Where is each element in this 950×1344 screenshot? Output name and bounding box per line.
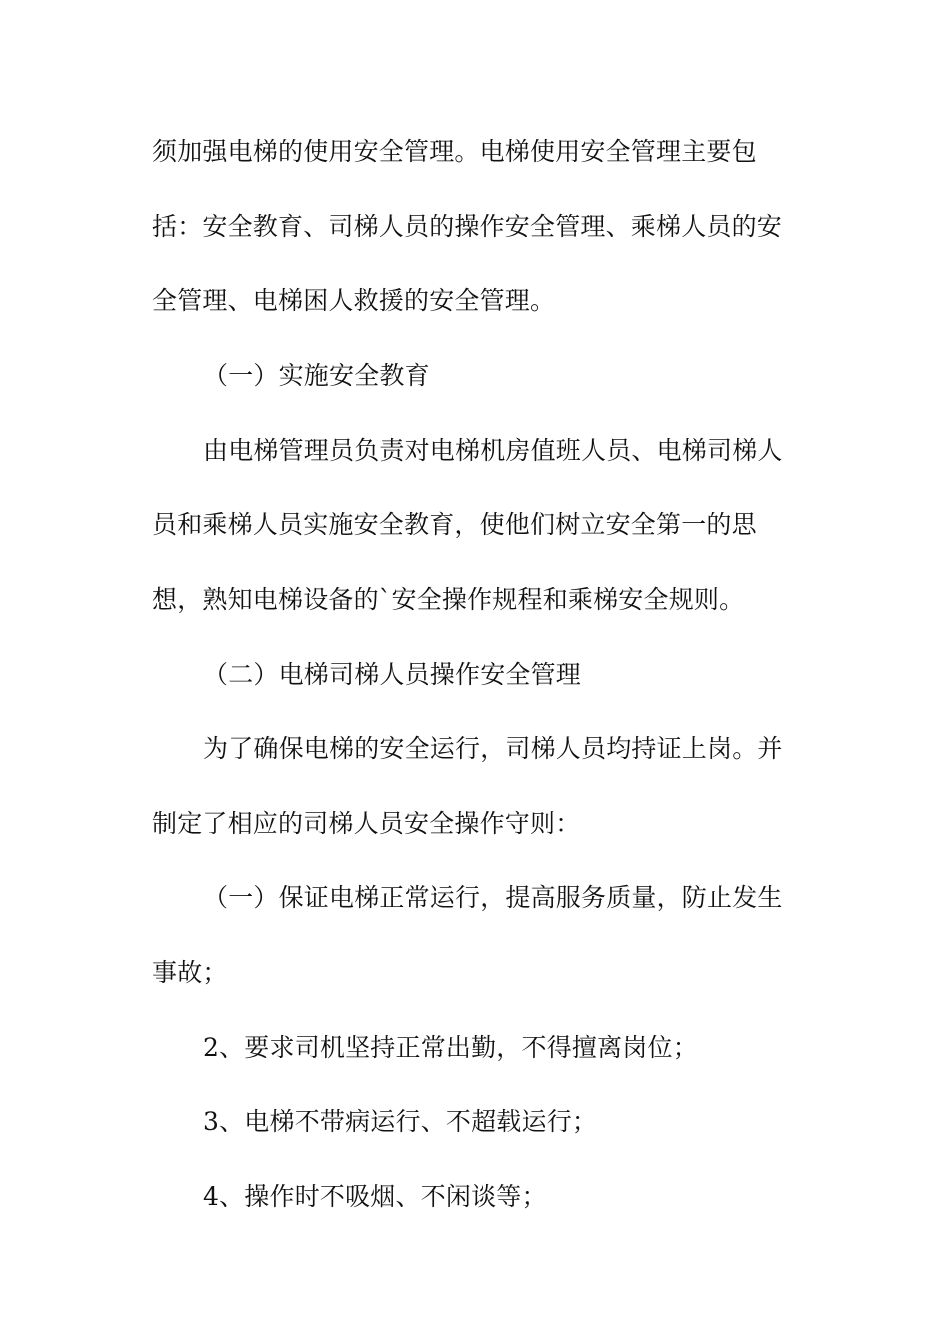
paragraph-line: 制定了相应的司梯人员安全操作守则：: [152, 809, 581, 838]
list-item-continuation: 事故；: [152, 958, 228, 987]
paragraph-line: 员和乘梯人员实施安全教育，使他们树立安全第一的思: [152, 510, 757, 539]
list-item: 3、电梯不带病运行、不超载运行；: [203, 1107, 598, 1136]
list-item: （一）保证电梯正常运行，提高服务质量，防止发生: [203, 883, 783, 912]
paragraph-line: 须加强电梯的使用安全管理。电梯使用安全管理主要包: [152, 137, 757, 166]
paragraph-line: 由电梯管理员负责对电梯机房值班人员、电梯司梯人: [203, 436, 783, 465]
list-item: 2、要求司机坚持正常出勤，不得擅离岗位；: [203, 1033, 698, 1062]
section-heading: （二）电梯司梯人员操作安全管理: [203, 660, 582, 689]
list-item: 4、操作时不吸烟、不闲谈等；: [203, 1182, 547, 1211]
section-heading: （一）实施安全教育: [203, 361, 430, 390]
paragraph-line: 全管理、电梯困人救援的安全管理。: [152, 286, 556, 315]
paragraph-line: 括：安全教育、司梯人员的操作安全管理、乘梯人员的安: [152, 212, 783, 241]
paragraph-line: 为了确保电梯的安全运行，司梯人员均持证上岗。并: [203, 734, 783, 763]
paragraph-line: 想，熟知电梯设备的`安全操作规程和乘梯安全规则。: [152, 585, 745, 614]
